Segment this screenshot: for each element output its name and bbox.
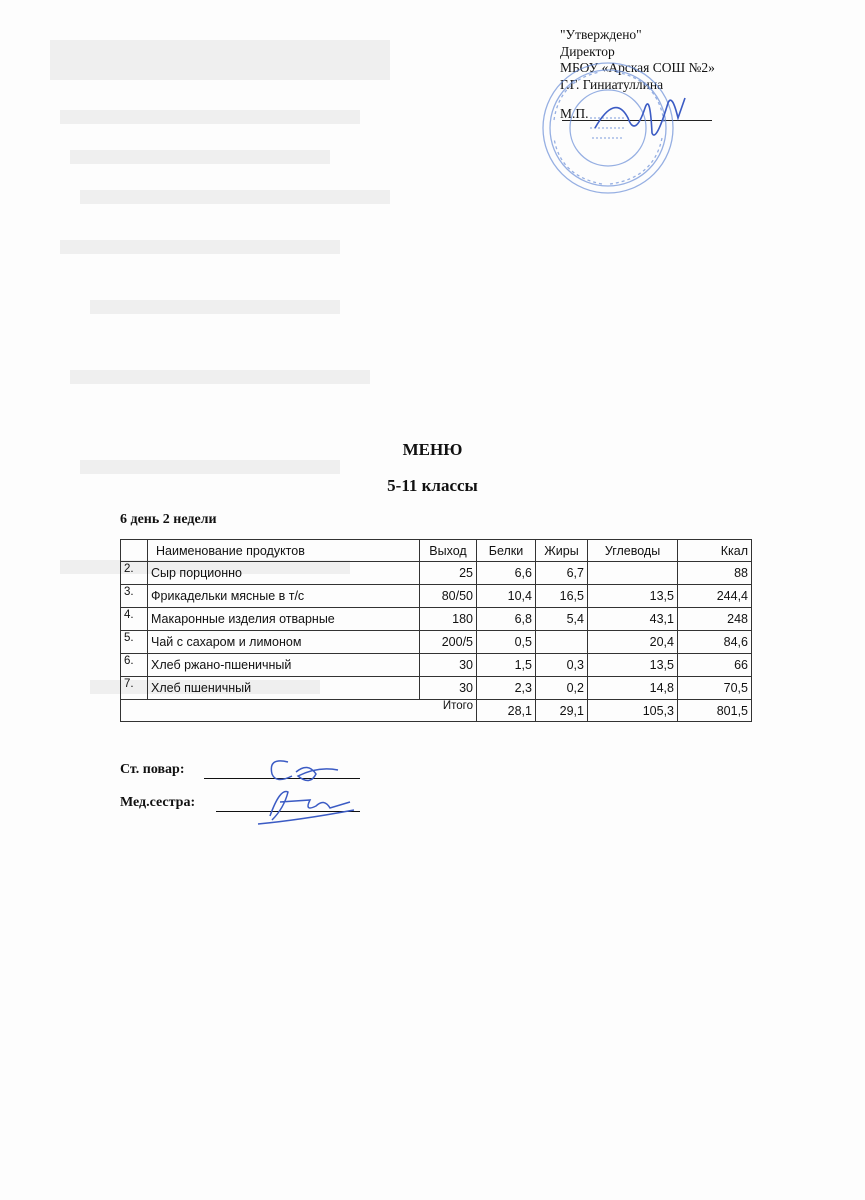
- nurse-signature-label: Мед.сестра:: [120, 795, 196, 810]
- row-name: Хлеб ржано-пшеничный: [148, 654, 420, 677]
- row-name: Макаронные изделия отварные: [148, 608, 420, 631]
- row-protein: 0,5: [477, 631, 536, 654]
- header-fat: Жиры: [536, 540, 588, 562]
- cook-signature-label: Ст. повар:: [120, 762, 185, 777]
- table-row: [121, 585, 752, 608]
- row-num: 2.: [121, 562, 148, 585]
- row-output: 30: [420, 654, 477, 677]
- total-fat: 29,1: [536, 700, 588, 722]
- menu-subtitle: 5-11 классы: [387, 476, 478, 495]
- row-name: Сыр порционно: [148, 562, 420, 585]
- row-name: Чай с сахаром и лимоном: [148, 631, 420, 654]
- row-carbs: 20,4: [588, 631, 678, 654]
- row-carbs: 13,5: [588, 654, 678, 677]
- row-output: 180: [420, 608, 477, 631]
- header-protein: Белки: [477, 540, 536, 562]
- approval-school: МБОУ «Арская СОШ №2»: [560, 60, 715, 75]
- row-num: 7.: [121, 677, 148, 700]
- menu-title: МЕНЮ: [402, 440, 463, 459]
- header-name: Наименование продуктов: [148, 540, 420, 562]
- menu-table: [120, 539, 752, 722]
- row-carbs: 14,8: [588, 677, 678, 700]
- row-kcal: 66: [678, 654, 752, 677]
- row-fat: 5,4: [536, 608, 588, 631]
- header-num: [121, 540, 148, 562]
- row-num: 6.: [121, 654, 148, 677]
- row-carbs: 43,1: [588, 608, 678, 631]
- row-kcal: 88: [678, 562, 752, 585]
- approval-position: Директор: [560, 43, 615, 59]
- row-num: 3.: [121, 585, 148, 608]
- row-carbs: [588, 562, 678, 585]
- row-fat: 6,7: [536, 562, 588, 585]
- header-kcal: Ккал: [678, 540, 752, 562]
- row-fat: [536, 631, 588, 654]
- row-output: 25: [420, 562, 477, 585]
- approval-heading: "Утверждено": [560, 27, 642, 42]
- row-name: Хлеб пшеничный: [148, 677, 420, 700]
- row-carbs: 13,5: [588, 585, 678, 608]
- row-num: 5.: [121, 631, 148, 654]
- row-protein: 1,5: [477, 654, 536, 677]
- row-protein: 6,8: [477, 608, 536, 631]
- row-fat: 0,3: [536, 654, 588, 677]
- table-header-row: [121, 540, 752, 562]
- row-num: 4.: [121, 608, 148, 631]
- row-protein: 2,3: [477, 677, 536, 700]
- row-kcal: 248: [678, 608, 752, 631]
- row-protein: 10,4: [477, 585, 536, 608]
- nurse-signature: [250, 780, 360, 830]
- row-kcal: 84,6: [678, 631, 752, 654]
- table-row: [121, 608, 752, 631]
- table-total-row: [121, 700, 752, 722]
- row-fat: 0,2: [536, 677, 588, 700]
- row-name: Фрикадельки мясные в т/с: [148, 585, 420, 608]
- table-row: [121, 654, 752, 677]
- total-protein: 28,1: [477, 700, 536, 722]
- table-row: [121, 562, 752, 585]
- header-output: Выход: [420, 540, 477, 562]
- total-label: Итого: [121, 700, 477, 722]
- row-protein: 6,6: [477, 562, 536, 585]
- table-row: [121, 631, 752, 654]
- row-fat: 16,5: [536, 585, 588, 608]
- row-output: 30: [420, 677, 477, 700]
- row-output: 200/5: [420, 631, 477, 654]
- header-carbs: Углеводы: [588, 540, 678, 562]
- total-kcal: 801,5: [678, 700, 752, 722]
- approval-director-name: Г.Г. Гиниатуллина: [560, 76, 664, 92]
- table-row: [121, 677, 752, 700]
- director-signature: [590, 88, 690, 148]
- day-label: 6 день 2 недели: [120, 512, 217, 527]
- row-kcal: 244,4: [678, 585, 752, 608]
- total-carbs: 105,3: [588, 700, 678, 722]
- row-kcal: 70,5: [678, 677, 752, 700]
- row-output: 80/50: [420, 585, 477, 608]
- approval-mp: М.П.: [560, 106, 589, 121]
